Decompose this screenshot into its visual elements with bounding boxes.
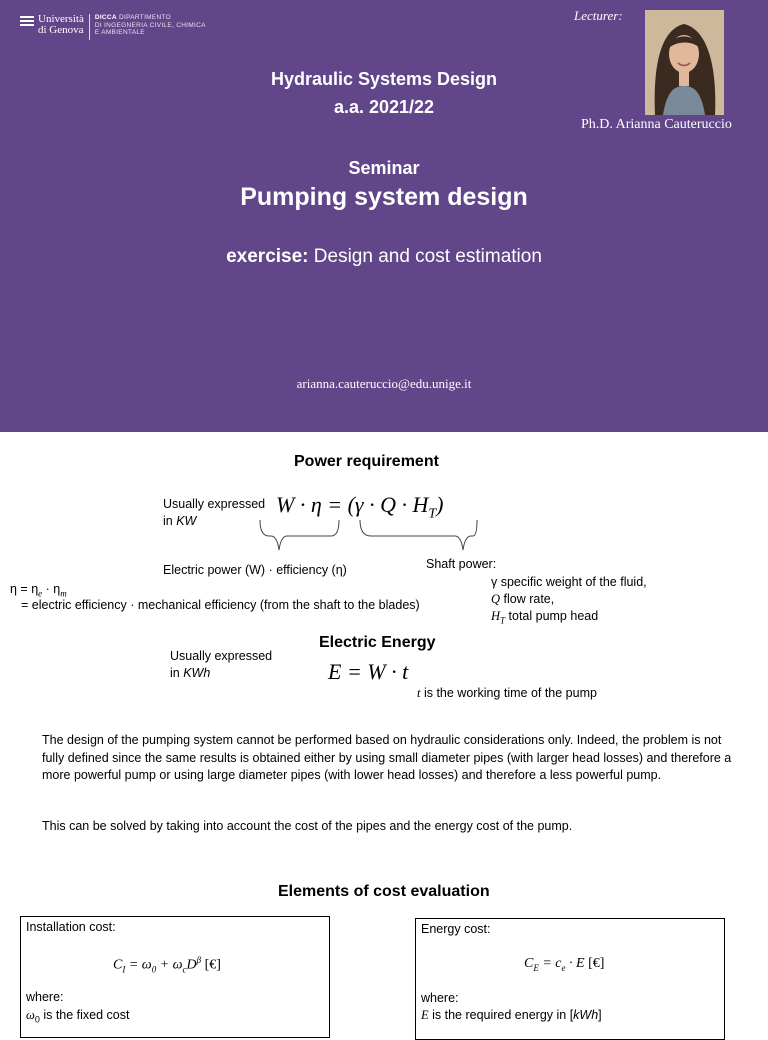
energy-equation: E = W · t [328, 659, 409, 684]
university-crest-icon [20, 16, 34, 30]
power-unit: KW [176, 514, 197, 528]
dept-line1: DIPARTIMENTO [119, 14, 172, 21]
cost-section-title: Elements of cost evaluation [278, 883, 490, 900]
fixed-cost-definition: $\omega_0$ is the fixed cost [26, 1008, 130, 1025]
contact-email: arianna.cauteruccio@edu.unige.it [296, 376, 472, 391]
installation-cost-box [20, 916, 330, 1038]
q-definition: Q flow rate, [491, 592, 555, 606]
shaft-power-label: Shaft power: [426, 557, 497, 571]
h-definition: $H_T$ total pump head [491, 609, 599, 626]
installation-cost-label: Installation cost: [26, 920, 116, 934]
eta-definition: $\eta = \eta_e \cdot \eta_m$ [10, 582, 67, 599]
energy-where-label: where: [421, 991, 459, 1005]
energy-unit-line1: Usually expressed [170, 649, 273, 663]
solution-paragraph: This can be solved by taking into account the cost of the pipes and the energy cost of the pump. [42, 819, 573, 833]
power-equation: $W \cdot \eta = (\gamma \cdot Q \cdot H_T)$ [276, 492, 444, 522]
energy-cost-label: Energy cost: [421, 922, 491, 936]
t-definition: t is the working time of the pump [417, 686, 597, 700]
university-logo [20, 14, 206, 40]
dept-abbreviation: DICCA [94, 14, 117, 21]
exercise-subtitle [0, 246, 768, 268]
lecturer-name: Ph.D. Arianna Cauteruccio [581, 117, 732, 132]
energy-cost-box [415, 918, 725, 1040]
seminar-title: Pumping system design [240, 183, 528, 211]
dept-line2: DI INGEGNERIA CIVILE, CHIMICA [94, 21, 206, 29]
electric-power-label: Electric power (W) · efficiency (η) [163, 563, 347, 577]
installation-where-label: where: [26, 990, 64, 1004]
power-unit-line1: Usually expressed [163, 497, 266, 511]
seminar-label: Seminar [348, 158, 420, 178]
gamma-definition: γ specific weight of the fluid, [491, 575, 647, 589]
energy-section-title: Electric Energy [319, 634, 436, 651]
dept-line3: E AMBIENTALE [94, 29, 145, 36]
design-paragraph: The design of the pumping system cannot be performed based on hydraulic considerations only. Indeed, the problem is not fully defined since the same results is obtained either by using small diameter pipes (with larger head losses) and therefore a more powerful pump or using large diameter pipes (with lower head losses) and therefore a less powerful pump. [42, 733, 732, 782]
power-unit-note: Usually expressed in KW [163, 497, 266, 528]
logo-divider [89, 14, 90, 40]
energy-unit: KWh [183, 666, 211, 680]
energy-unit-note: Usually expressed in KWh [170, 649, 273, 680]
lecturer-label: Lecturer: [574, 8, 623, 23]
equation-braces [255, 518, 485, 552]
course-title: Hydraulic Systems Design [270, 69, 498, 89]
university-name-line2: di Genova [38, 24, 84, 36]
title-header [0, 0, 768, 432]
exercise-label: exercise: [226, 246, 309, 267]
installation-cost-formula: $C_I = \omega_0 + \omega_cD^\beta$ [€] [113, 955, 221, 975]
energy-cost-formula: $C_E = c_e \cdot E$ [€] [524, 956, 605, 973]
power-section-title: Power requirement [294, 453, 439, 470]
academic-year: a.a. 2021/22 [333, 97, 435, 117]
energy-definition: E is the required energy in [kWh] [421, 1008, 602, 1022]
efficiency-explanation: = electric efficiency · mechanical efficiency (from the shaft to the blades) [21, 598, 420, 612]
university-name-line1: Università [38, 13, 84, 25]
exercise-title: Design and cost estimation [313, 246, 542, 267]
